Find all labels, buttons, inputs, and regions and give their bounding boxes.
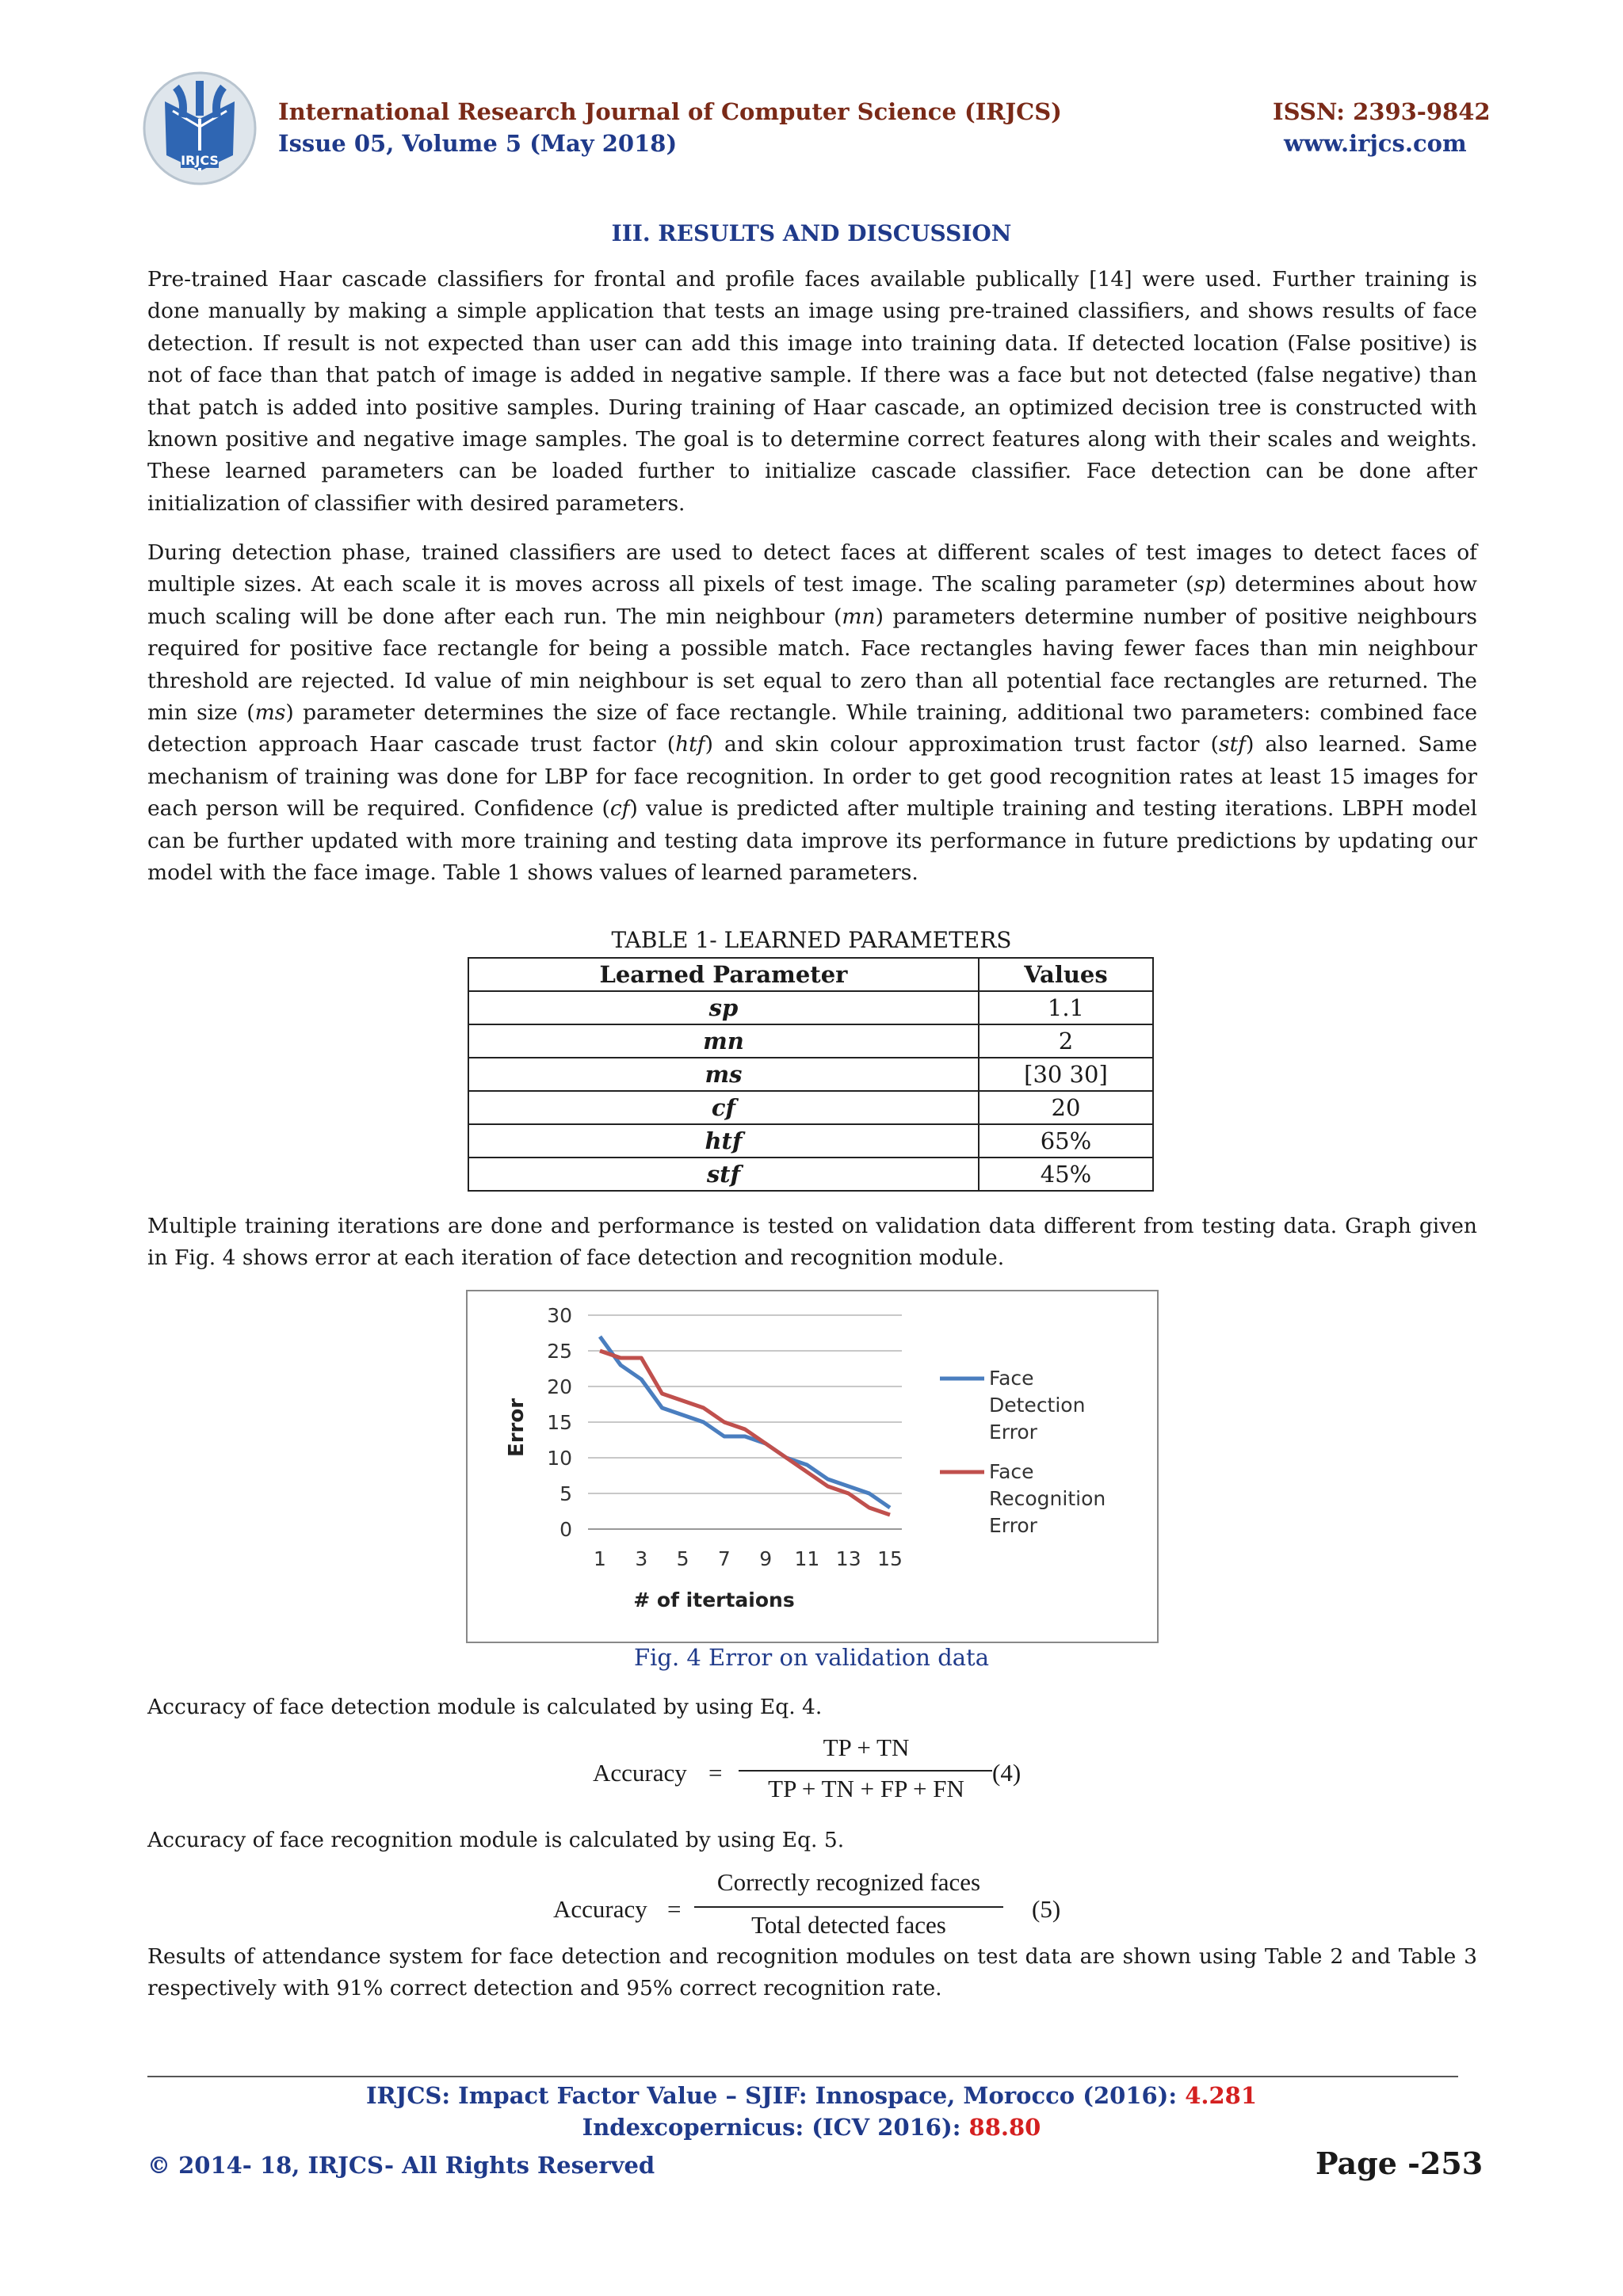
table-cell-param: cf bbox=[468, 1091, 979, 1124]
eq5-lhs: Accuracy bbox=[553, 1895, 647, 1923]
paragraph-6: Results of attendance system for face detection and recognition modules on test data are shown using Table 2 and Table 3 respectively with 91% correct detection and 95% correct recognition rate. bbox=[147, 1944, 1477, 2001]
chart-y-tick-label: 10 bbox=[547, 1447, 572, 1470]
paragraph-2: During detection phase, trained classifiers are used to detect faces at different scales of test images to detect faces of multiple sizes. At each scale it is moves across all pixels of test image. The scaling parameter (sp) determines about how much scaling will be done after each run. The min neighbour (mn) parameters determine number of positive neighbours required for positive face rectangle for being a possible match. Face rectangles having fewer faces than min neighbour threshold are rejected. Id value of min neighbour is set equal to zero than all potential face rectangles are returned. The min size (ms) parameter determines the size of face rectangle. While training, additional two parameters: combined face detection approach Haar cascade trust factor (htf) and skin colour approximation trust factor (stf) also learned. Same mechanism of training was done for LBP for face recognition. In order to get good recognition rates at least 15 images for each person will be required. Confidence (cf) value is predicted after multiple training and testing iterations. LBPH model can be further updated with more training and testing data improve its performance in future predictions by updating our model with the face image. Table 1 shows values of learned parameters. bbox=[147, 540, 1478, 886]
table-header-param: Learned Parameter bbox=[468, 958, 979, 991]
paragraph-1: Pre-trained Haar cascade classifiers for frontal and profile faces available publically [14] were used. Further training is done manually by making a simple application that tests an image using pre-trained classifiers, and shows results of face detection. If result is not expected than user can add this image into training data. If detected location (False positive) is not of face than that patch of image is added in negative sample. If there was a face but not detected (false negative) than that patch is added into positive samples. During training of Haar cascade, an optimized decision tree is constructed with known positive and negative image samples. The goal is to determine correct features along with their scales and weights. These learned parameters can be loaded further to initialize cascade classifier. Face detection can be done after initialization of classifier with desired parameters. bbox=[147, 267, 1477, 516]
chart-x-tick-label: 13 bbox=[835, 1547, 861, 1570]
table-row bbox=[468, 991, 1153, 1024]
chart-y-tick-label: 30 bbox=[547, 1304, 572, 1327]
table-header-row bbox=[468, 958, 1153, 991]
journal-issn: ISSN: 2393-9842 bbox=[1273, 98, 1491, 125]
chart-x-label: # of itertaions bbox=[633, 1589, 795, 1611]
chart-x-tick-label: 9 bbox=[759, 1547, 773, 1570]
table-cell-value: [30 30] bbox=[979, 1058, 1153, 1091]
footer-impact-factor: IRJCS: Impact Factor Value – SJIF: Innospace, Morocco (2016): 4.281 bbox=[365, 2082, 1258, 2109]
learned-parameters-table bbox=[468, 957, 1154, 1192]
table-row bbox=[468, 1158, 1153, 1191]
chart-y-tick-label: 20 bbox=[547, 1375, 572, 1398]
table-cell-value: 45% bbox=[979, 1158, 1153, 1191]
logo-text: IRJCS bbox=[181, 153, 219, 168]
page-number: Page -253 bbox=[1316, 2145, 1484, 2181]
legend-label: Face bbox=[989, 1367, 1034, 1390]
table-cell-param: mn bbox=[468, 1024, 979, 1058]
paragraph-5: Accuracy of face recognition module is calculated by using Eq. 5. bbox=[147, 1828, 845, 1852]
legend-label: Error bbox=[989, 1421, 1037, 1444]
eq4-fraction-bar bbox=[739, 1770, 992, 1772]
table-cell-param: htf bbox=[468, 1124, 979, 1158]
chart-y-tick-label: 5 bbox=[559, 1482, 572, 1505]
chart-x-tick-label: 3 bbox=[635, 1547, 648, 1570]
table-header-values: Values bbox=[979, 958, 1153, 991]
eq5-label: (5) bbox=[1032, 1895, 1061, 1923]
chart-x-tick-label: 11 bbox=[794, 1547, 820, 1570]
chart-y-tick-label: 25 bbox=[547, 1340, 572, 1363]
legend-label: Detection bbox=[989, 1394, 1086, 1417]
legend-label: Recognition bbox=[989, 1487, 1106, 1510]
error-chart bbox=[468, 1291, 1157, 1642]
table-cell-param: ms bbox=[468, 1058, 979, 1091]
eq4-lhs: Accuracy bbox=[593, 1759, 687, 1787]
journal-title: International Research Journal of Computer Science (IRJCS) bbox=[278, 98, 1062, 125]
paragraph-3: Multiple training iterations are done and performance is tested on validation data different from testing data. Graph given in Fig. 4 shows error at each iteration of face detection and recognition module. bbox=[147, 1214, 1477, 1271]
table-cell-param: stf bbox=[468, 1158, 979, 1191]
eq4-label: (4) bbox=[992, 1759, 1022, 1787]
chart-x-tick-label: 15 bbox=[877, 1547, 903, 1570]
eq5-denominator: Total detected faces bbox=[751, 1911, 946, 1939]
table-cell-value: 1.1 bbox=[979, 991, 1153, 1024]
table-cell-value: 2 bbox=[979, 1024, 1153, 1058]
paragraph-4: Accuracy of face detection module is calculated by using Eq. 4. bbox=[147, 1695, 823, 1719]
eq5-numerator: Correctly recognized faces bbox=[716, 1868, 981, 1896]
legend-label: Error bbox=[989, 1514, 1037, 1537]
chart-x-tick-label: 1 bbox=[594, 1547, 606, 1570]
eq5-fraction-bar bbox=[694, 1906, 1003, 1908]
table-row bbox=[468, 1024, 1153, 1058]
journal-logo bbox=[141, 70, 258, 187]
table-cell-value: 20 bbox=[979, 1091, 1153, 1124]
eq4-denominator: TP + TN + FP + FN bbox=[768, 1775, 964, 1802]
journal-website[interactable]: www.irjcs.com bbox=[1284, 130, 1467, 157]
footer-index: Indexcopernicus: (ICV 2016): 88.80 bbox=[582, 2114, 1041, 2141]
table-cell-param: sp bbox=[468, 991, 979, 1024]
recognition-error-line bbox=[600, 1351, 890, 1515]
equation-4 bbox=[593, 1733, 1037, 1805]
journal-issue: Issue 05, Volume 5 (May 2018) bbox=[278, 130, 678, 157]
figure-caption: Fig. 4 Error on validation data bbox=[633, 1644, 989, 1671]
eq4-numerator: TP + TN bbox=[823, 1733, 910, 1761]
chart-x-tick-label: 7 bbox=[717, 1547, 731, 1570]
table-row bbox=[468, 1058, 1153, 1091]
footer-copyright: © 2014- 18, IRJCS- All Rights Reserved bbox=[147, 2152, 655, 2179]
chart-x-tick-label: 5 bbox=[676, 1547, 689, 1570]
table-cell-value: 65% bbox=[979, 1124, 1153, 1158]
chart-y-tick-label: 0 bbox=[559, 1518, 572, 1541]
table-caption: TABLE 1- LEARNED PARAMETERS bbox=[611, 927, 1012, 953]
equation-5 bbox=[553, 1868, 1076, 1941]
chart-y-tick-label: 15 bbox=[547, 1411, 572, 1434]
table-row bbox=[468, 1124, 1153, 1158]
legend-label: Face bbox=[989, 1460, 1034, 1483]
eq5-equals: = bbox=[667, 1895, 682, 1923]
footer-divider bbox=[147, 2076, 1458, 2077]
table-row bbox=[468, 1091, 1153, 1124]
section-title: III. RESULTS AND DISCUSSION bbox=[611, 220, 1012, 246]
error-chart-frame bbox=[466, 1290, 1159, 1643]
chart-y-label: Error bbox=[505, 1398, 529, 1458]
eq4-equals: = bbox=[708, 1759, 723, 1787]
